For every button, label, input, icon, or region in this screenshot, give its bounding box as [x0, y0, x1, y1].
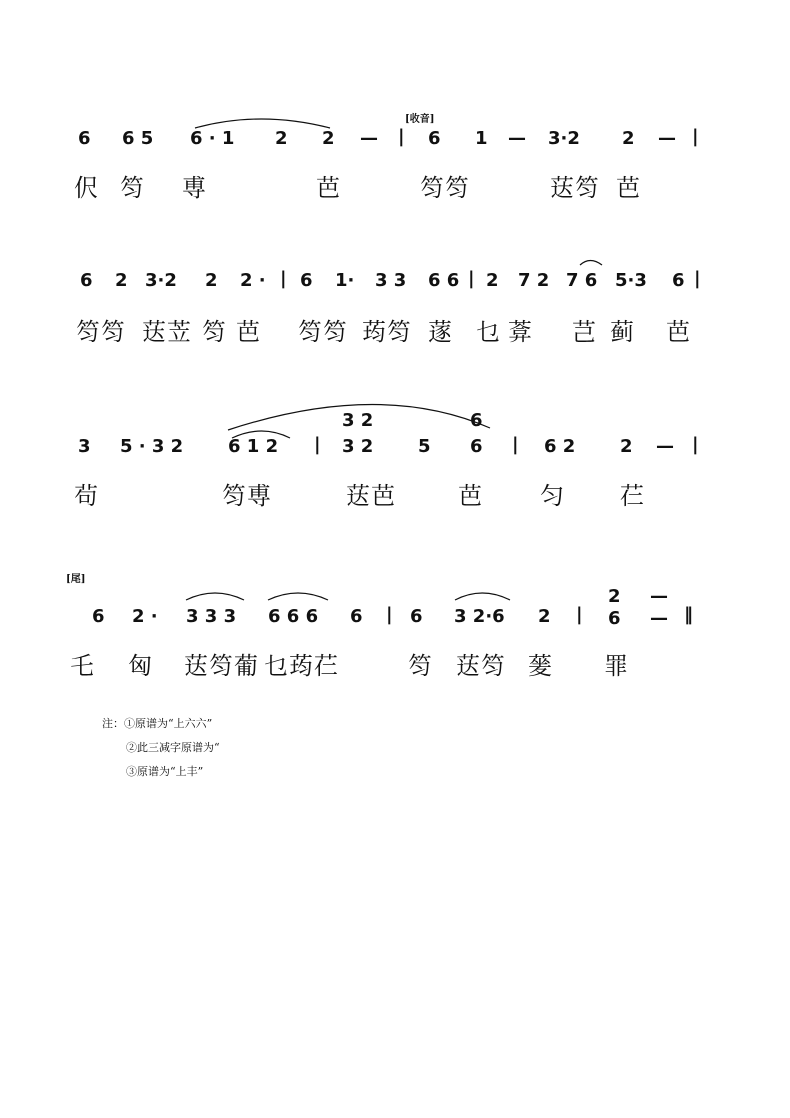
note: 6 6 6	[268, 606, 319, 627]
barline: |	[468, 268, 475, 289]
lyric: 芭	[616, 174, 641, 202]
final-barline: ‖	[684, 604, 693, 625]
note: 2	[538, 606, 551, 627]
lyric: 笉	[408, 652, 433, 680]
lyric: 荺笉	[362, 318, 412, 346]
lyric: 乜荺芢	[264, 652, 339, 680]
lyric: 笉尃	[222, 482, 272, 510]
triplet-bracket	[186, 593, 244, 600]
lyric: 荙笉葡	[184, 652, 259, 680]
note: 2	[115, 270, 128, 291]
note: 3·2	[548, 128, 580, 149]
lyric: 匈	[128, 652, 153, 680]
lyric: 乇	[70, 652, 95, 680]
note: 6	[410, 606, 423, 627]
note: 5·3	[615, 270, 647, 291]
note: 2 ·	[132, 606, 158, 627]
note: 6	[350, 606, 363, 627]
section-tag-wei: [尾]	[66, 574, 86, 585]
lyric: 芭	[236, 318, 261, 346]
note: 2 ·	[240, 270, 266, 291]
note: 1·	[335, 270, 355, 291]
note: 3 2·6	[454, 606, 505, 627]
note: 5	[418, 436, 431, 457]
footnote-title: 注：	[102, 717, 124, 730]
note: 1	[475, 128, 488, 149]
barline: |	[314, 434, 321, 455]
footnote-1: 注：①原谱为“上六六”	[102, 717, 213, 730]
lyric: 荙笉	[456, 652, 506, 680]
lyric: 乜	[476, 318, 501, 346]
barline: |	[694, 268, 701, 289]
triplet-bracket	[268, 593, 328, 600]
slur	[580, 261, 602, 266]
upper-note: 3 2	[342, 410, 374, 431]
footnotes	[102, 712, 220, 784]
barline: |	[386, 604, 393, 625]
lyric: 葊	[508, 318, 533, 346]
lyric: 笉笉	[420, 174, 470, 202]
note: 6	[300, 270, 313, 291]
note: 6 1 2	[228, 436, 279, 457]
note: 2	[275, 128, 288, 149]
note: 6 5	[122, 128, 154, 149]
lyric: 罪	[604, 652, 629, 680]
lower-note: 6	[608, 608, 621, 629]
barline: |	[280, 268, 287, 289]
dash: —	[508, 128, 526, 149]
footnote-3: ③原谱为“上丰”	[126, 765, 204, 778]
note: 7 2	[518, 270, 550, 291]
dash: —	[650, 586, 668, 607]
lyric: 荙芭	[346, 482, 396, 510]
lyric: 尃	[182, 174, 207, 202]
note: 6	[428, 128, 441, 149]
lyric: 蓌	[528, 652, 553, 680]
lyric: 笉笉	[76, 318, 126, 346]
lyric: 茍	[74, 482, 99, 510]
lyric: 匀	[540, 482, 565, 510]
dash: —	[656, 436, 674, 457]
note: 3	[78, 436, 91, 457]
note: 2	[486, 270, 499, 291]
footnote-2: ②此三减字原谱为“	[126, 741, 220, 754]
note: 2	[322, 128, 335, 149]
barline: |	[398, 126, 405, 147]
slur	[195, 119, 330, 128]
note: 6 · 1	[190, 128, 235, 149]
dash: —	[658, 128, 676, 149]
lyric: 蓫	[428, 318, 453, 346]
note: 3 3	[375, 270, 407, 291]
lyric: 笉	[120, 174, 145, 202]
slur	[232, 431, 290, 438]
lyric: 芢	[620, 482, 645, 510]
barline: |	[692, 434, 699, 455]
lyric: 笉笉	[298, 318, 348, 346]
section-tag-shouyin: [收音]	[405, 114, 435, 125]
lyric: 荙笉	[550, 174, 600, 202]
triplet-bracket	[455, 593, 510, 600]
slur	[228, 404, 490, 430]
note: 3 3 3	[186, 606, 237, 627]
note: 2	[205, 270, 218, 291]
note: 6	[92, 606, 105, 627]
note: 6	[672, 270, 685, 291]
lyric: 荙苙	[142, 318, 192, 346]
note: 2	[622, 128, 635, 149]
barline: |	[512, 434, 519, 455]
note: 7 6	[566, 270, 598, 291]
note: 5 · 3 2	[120, 436, 184, 457]
note: 3·2	[145, 270, 177, 291]
lyric: 芭	[666, 318, 691, 346]
note: 3 2	[342, 436, 374, 457]
dash: —	[650, 608, 668, 629]
barline: |	[576, 604, 583, 625]
dash: —	[360, 128, 378, 149]
lyric: 芑	[572, 318, 597, 346]
lyric: 蓟	[610, 318, 635, 346]
note: 2	[620, 436, 633, 457]
upper-note: 2	[608, 586, 621, 607]
note: 6	[80, 270, 93, 291]
lyric: 芭	[316, 174, 341, 202]
note: 6	[78, 128, 91, 149]
note: 6 2	[544, 436, 576, 457]
barline: |	[692, 126, 699, 147]
note: 6	[470, 436, 483, 457]
note: 6 6	[428, 270, 460, 291]
upper-note: 6	[470, 410, 483, 431]
lyric: 笉	[202, 318, 227, 346]
lyric: 伬	[74, 174, 99, 202]
lyric: 芭	[458, 482, 483, 510]
